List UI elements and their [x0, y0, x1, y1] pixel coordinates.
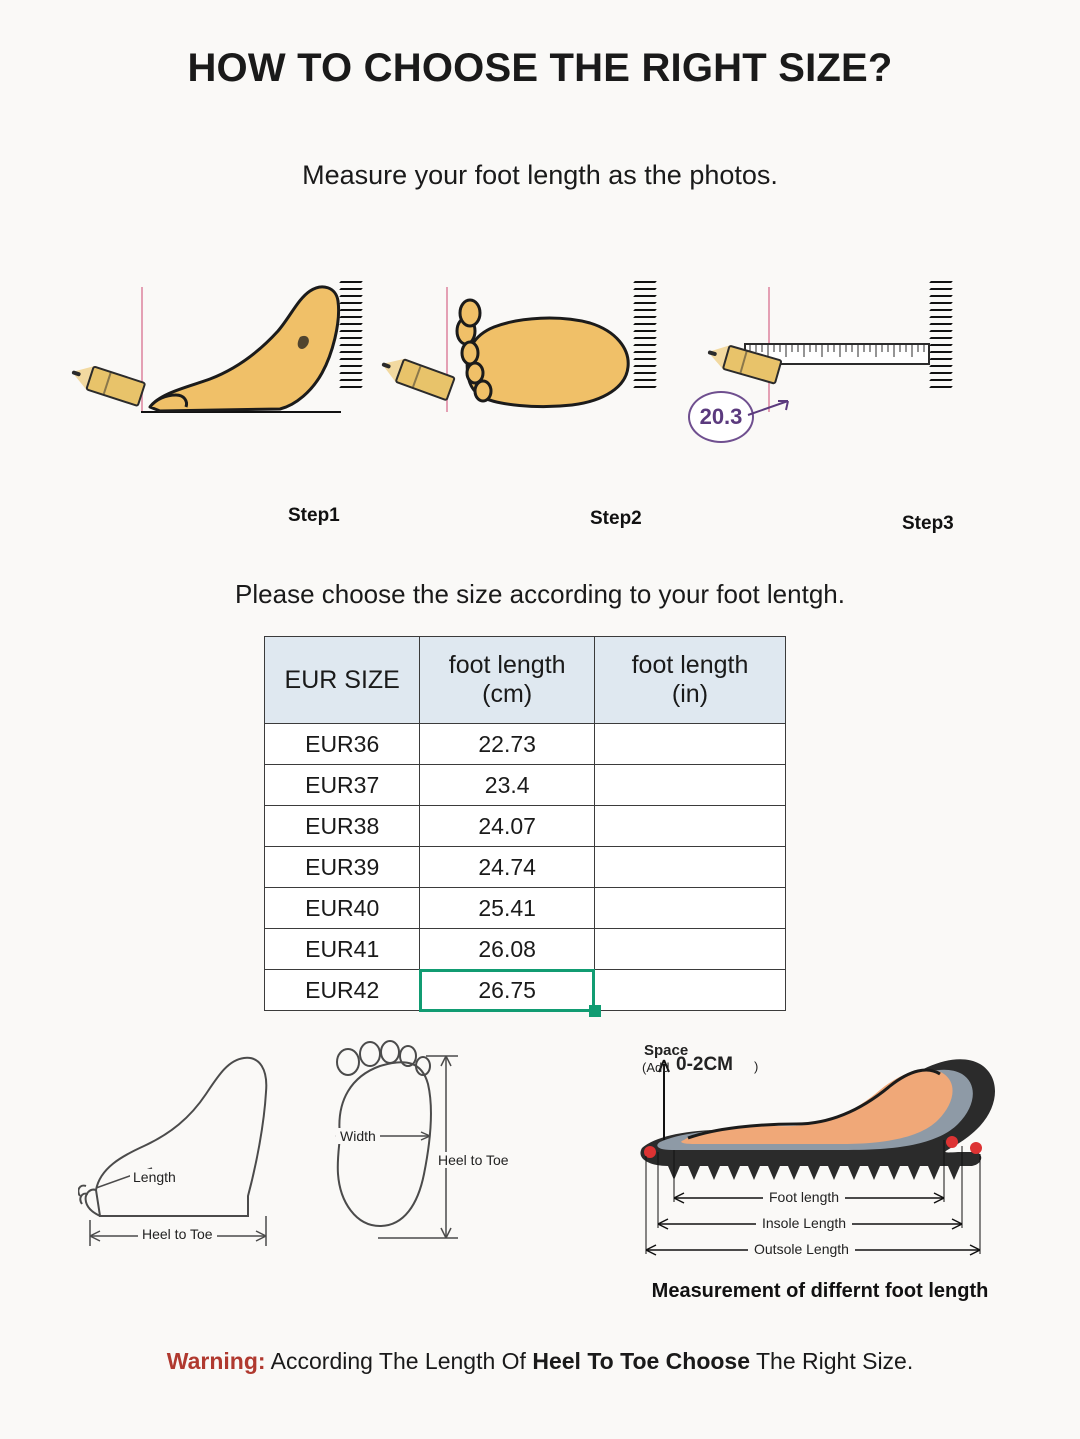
warning-text-after: The Right Size. [756, 1348, 914, 1374]
foot-top-outline [318, 1040, 538, 1260]
cell-eur: EUR37 [265, 765, 420, 806]
label-space-value: 0-2CM [676, 1054, 734, 1075]
measure-pointer [746, 395, 806, 425]
choose-size-instruction: Please choose the size according to your foot lentgh. [235, 579, 845, 609]
foot-top-diagram [318, 1040, 538, 1260]
step3-label: Step3 [902, 513, 954, 534]
header-in-line1: foot length [631, 651, 749, 680]
label-outsole-length: Outsole Length [748, 1241, 855, 1257]
cell-cm: 25.41 [420, 888, 595, 929]
pencil-icon [68, 360, 146, 408]
foot-top-drawing [440, 279, 650, 419]
cell-cm: 24.74 [420, 847, 595, 888]
warning-line [0, 1348, 1080, 1375]
label-width: Width [336, 1128, 380, 1144]
size-table [264, 636, 786, 1011]
table-row [265, 765, 786, 806]
cell-cm: 26.08 [420, 929, 595, 970]
measure-value-bubble: 20.3 [688, 391, 754, 443]
table-row [265, 724, 786, 765]
shoe-diagram-caption: Measurement of differnt foot length [651, 1280, 989, 1302]
foot-side-diagram [78, 1040, 308, 1260]
cell-in [594, 806, 785, 847]
step2-label: Step2 [590, 508, 642, 529]
table-row [265, 806, 786, 847]
foot-side-drawing [140, 275, 360, 415]
label-insole-length: Insole Length [756, 1215, 852, 1231]
label-space-close: ) [754, 1059, 759, 1074]
shoe-measurement-diagram [628, 1030, 1028, 1275]
cell-in [594, 888, 785, 929]
header-eur-size: EUR SIZE [265, 637, 420, 724]
table-row [265, 888, 786, 929]
cell-in [594, 724, 785, 765]
step1-label: Step1 [288, 505, 340, 526]
cell-eur: EUR41 [265, 929, 420, 970]
warning-bold: Heel To Toe Choose [532, 1348, 751, 1374]
label-space: Space [644, 1042, 689, 1059]
cell-in [594, 847, 785, 888]
steps-illustrations [0, 255, 1080, 555]
label-foot-length: Foot length [763, 1189, 845, 1205]
page-title: HOW TO CHOOSE THE RIGHT SIZE? [187, 46, 893, 90]
label-space-add: (Add [642, 1060, 670, 1075]
cell-cm: 23.4 [420, 765, 595, 806]
warning-word: Warning: [166, 1348, 266, 1374]
subtitle: Measure your foot length as the photos. [302, 160, 778, 190]
step3-wall-hatch [930, 281, 952, 393]
table-header-row [265, 637, 786, 724]
cell-cm: 24.07 [420, 806, 595, 847]
cell-in [594, 970, 785, 1011]
label-length: Length [130, 1169, 179, 1185]
header-foot-length-in [594, 637, 785, 724]
cell-eur: EUR40 [265, 888, 420, 929]
table-row [265, 847, 786, 888]
table-row [265, 929, 786, 970]
cell-cm: 22.73 [420, 724, 595, 765]
header-cm-line1: foot length [448, 651, 566, 680]
label-heel-to-toe-side: Heel to Toe [138, 1226, 217, 1242]
cell-cm-selected[interactable]: 26.75 [420, 970, 595, 1011]
cell-eur: EUR39 [265, 847, 420, 888]
header-in-line2: (in) [671, 680, 709, 708]
header-cm-line2: (cm) [482, 680, 533, 708]
cell-in [594, 929, 785, 970]
warning-text-before: According The Length Of [270, 1348, 526, 1374]
table-row [265, 970, 786, 1011]
label-heel-to-toe-top: Heel to Toe [434, 1152, 513, 1168]
cell-eur: EUR38 [265, 806, 420, 847]
cell-in [594, 765, 785, 806]
cell-eur: EUR42 [265, 970, 420, 1011]
header-foot-length-cm [420, 637, 595, 724]
cell-eur: EUR36 [265, 724, 420, 765]
